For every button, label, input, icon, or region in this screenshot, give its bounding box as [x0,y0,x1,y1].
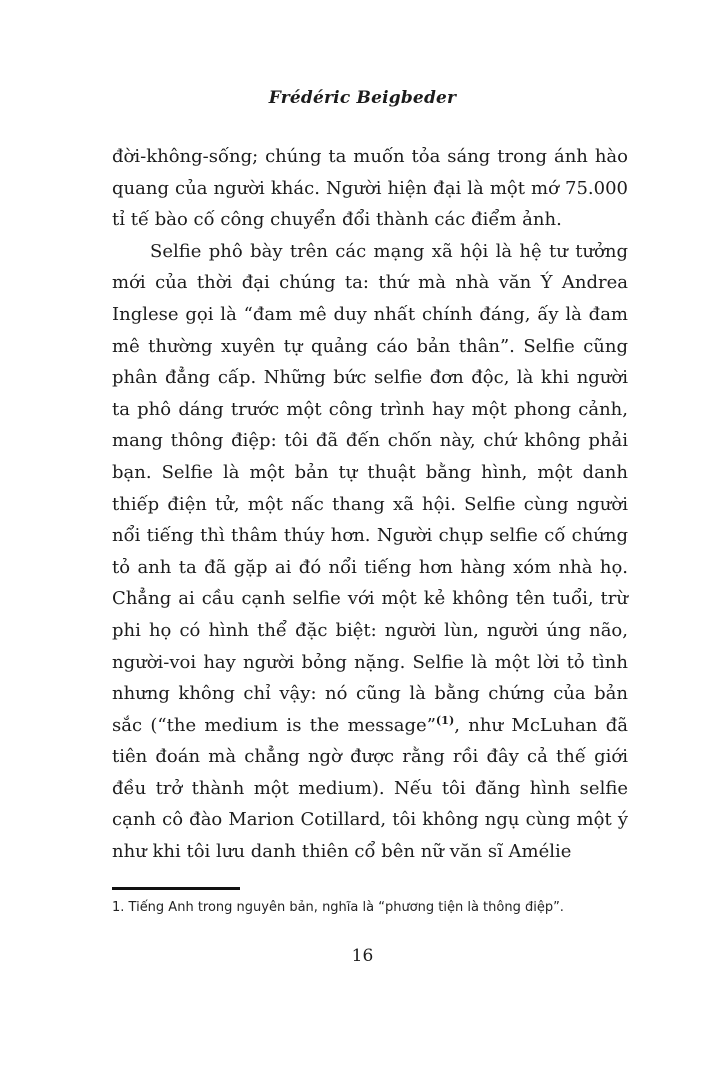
paragraph-text: , như McLuhan đã tiên đoán mà chẳng ngờ được rằng rồi đây cả thế giới đều trở thành một medium). Nếu tôi đăng hình selfie cạnh cô đào Marion Cotillard, tôi không ngụ cùng một ý như khi tôi lưu danh thiên cổ bên nữ văn sĩ Amélie [112,714,628,863]
body-text [112,141,628,868]
running-header: Frédéric Beigbeder [268,88,457,108]
footnote-separator [112,887,240,890]
footnote-reference: (1) [435,713,455,727]
paragraph-text: Selfie phô bày trên các mạng xã hội là hệ tư tưởng mới của thời đại chúng ta: thứ mà nhà văn Ý Andrea Inglese gọi là “đam mê duy nhất chính đáng, ấy là đam mê thường xuyên tự quảng cáo bản thân”. Selfie cũng phân đẳng cấp. Những bức selfie đơn độc, là khi người ta phô dáng trước một công trình hay một phong cảnh, mang thông điệp: tôi đã đến chốn này, chứ không phải bạn. Selfie là một bản tự thuật bằng hình, một danh thiếp điện tử, một nấc thang xã hội. Selfie cùng người nổi tiếng thì thâm thúy hơn. Người chụp selfie cố chứng tỏ anh ta đã gặp ai đó nổi tiếng hơn hàng xóm nhà họ. Chẳng ai cầu cạnh selfie với một kẻ không tên tuổi, trừ phi họ có hình thể đặc biệt: người lùn, người úng não, người-voi hay người bỏng nặng. Selfie là một lời tỏ tình nhưng không chỉ vậy: nó cũng là bằng chứng của bản sắc (“the medium is the message” [112,240,628,736]
paragraph-continuation: đời-không-sống; chúng ta muốn tỏa sáng trong ánh hào quang của người khác. Người hiện đại là một mớ 75.000 tỉ tế bào cố công chuyển đổi thành các điểm ảnh. [112,146,628,231]
paragraph [112,236,628,868]
footnote: 1. Tiếng Anh trong nguyên bản, nghĩa là “phương tiện là thông điệp”. [112,900,564,915]
page-number: 16 [351,946,374,966]
